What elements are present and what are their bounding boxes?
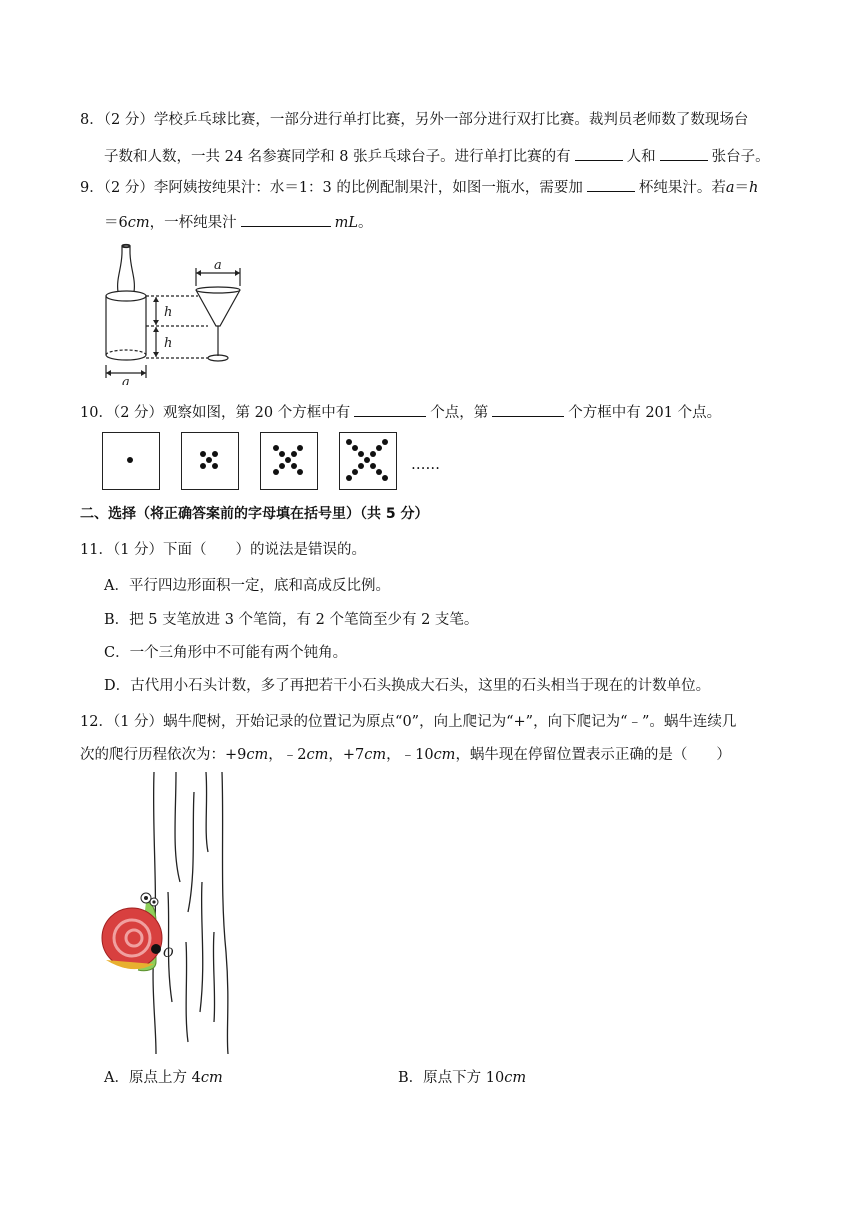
option-label: B． [398, 1070, 424, 1086]
q10-dot [358, 463, 364, 469]
q8-blank-people[interactable] [575, 146, 623, 161]
q10-dot [291, 463, 297, 469]
q12-unit: cm [246, 747, 269, 763]
q11-option-a[interactable] [104, 576, 390, 596]
q10-dot [212, 463, 218, 469]
q9-text-2b: ，一杯纯果汁 [149, 215, 237, 231]
q9-blank-ml[interactable] [241, 212, 331, 227]
q11-stem [80, 540, 366, 560]
q9-text-1a: 李阿姨按纯果汁：水＝1：3 的比例配制果汁，如图一瓶水，需要加 [153, 180, 583, 196]
origin-label: O [163, 946, 174, 961]
snail-icon [102, 893, 162, 971]
q9-var-h: h [749, 180, 759, 196]
q9-var-a: a [725, 180, 735, 196]
q8-text-2b: 人和 [626, 149, 656, 165]
q10-dot [200, 451, 206, 457]
q10-blank-box[interactable] [492, 402, 564, 417]
q9-bottle-glass-figure [98, 240, 248, 385]
q12-text-2d: ，﹣10 [386, 747, 434, 763]
q8-line-1 [80, 110, 748, 130]
q12-text-2c: ，+7 [328, 747, 365, 763]
option-label: C． [104, 645, 130, 661]
q8-text-2c: 张台子。 [711, 149, 770, 165]
q9-text-1b: 杯纯果汁。若 [638, 180, 726, 196]
origin-point [151, 944, 161, 954]
q10-blank-dots[interactable] [354, 402, 426, 417]
q10-dot [291, 451, 297, 457]
q10-box-2 [181, 432, 239, 490]
q9-label-h2: h [164, 336, 173, 351]
q9-text-2a: ＝6 [104, 215, 128, 231]
option-label: B． [104, 612, 130, 628]
q9-score: （2 分） [103, 180, 154, 196]
q9-eq: ＝ [734, 180, 750, 196]
q10-number: 10． [80, 405, 113, 421]
q10-box-4 [339, 432, 397, 490]
q9-unit-cm: cm [127, 215, 150, 231]
q10-dot [346, 475, 352, 481]
option-text: 平行四边形面积一定，底和高成反比例。 [128, 578, 390, 594]
q10-dot [273, 469, 279, 475]
q12-text-2b: ，﹣2 [268, 747, 307, 763]
q10-dot [376, 445, 382, 451]
q9-label-a-bottom: a [122, 375, 130, 385]
q9-line-1 [80, 177, 758, 198]
option-text: 一个三角形中不可能有两个钝角。 [129, 645, 348, 661]
q10-dot [206, 457, 212, 463]
q10-dot [346, 439, 352, 445]
q10-dot [212, 451, 218, 457]
q9-line-2 [104, 212, 373, 233]
q12-option-b[interactable] [398, 1068, 526, 1088]
q12-unit: cm [306, 747, 329, 763]
section-2-title: 二、选择（将正确答案前的字母填在括号里）（共 5 分） [80, 506, 429, 522]
q11-score: （1 分） [112, 542, 164, 558]
q10-dot [364, 457, 370, 463]
q10-score: （2 分） [112, 405, 164, 421]
q12-option-a[interactable] [104, 1068, 223, 1088]
q11-option-c[interactable] [104, 643, 347, 663]
q9-unit-ml: mL [334, 215, 358, 231]
q8-blank-tables[interactable] [660, 146, 708, 161]
q12-number: 12． [80, 714, 113, 730]
q8-score: （2 分） [103, 112, 154, 128]
q9-label-h1: h [164, 305, 173, 320]
q10-dot [352, 469, 358, 475]
q9-number: 9． [80, 180, 104, 196]
q11-stem-text: 下面（ ）的说法是错误的。 [163, 542, 367, 558]
q10-dot [376, 469, 382, 475]
q10-dot [200, 463, 206, 469]
q12-text-1: 蜗牛爬树，开始记录的位置记为原点“0”，向上爬记为“+”，向下爬记为“﹣”。蜗牛连续几 [163, 714, 737, 730]
q12-line-1 [80, 712, 736, 732]
option-label: D． [104, 678, 131, 694]
q9-label-a-top: a [214, 258, 222, 273]
q8-number: 8． [80, 112, 104, 128]
q10-text-a: 观察如图，第 20 个方框中有 [163, 405, 351, 421]
q10-dot [273, 445, 279, 451]
option-label: A． [104, 1070, 129, 1086]
q11-option-d[interactable] [104, 676, 710, 696]
q8-line-2 [104, 146, 770, 167]
q11-number: 11． [80, 542, 113, 558]
q10-ellipsis: …… [411, 457, 440, 473]
option-unit: cm [504, 1070, 527, 1086]
option-text: 原点上方 4 [128, 1070, 201, 1086]
option-text: 把 5 支笔放进 3 个笔筒，有 2 个笔筒至少有 2 支笔。 [129, 612, 479, 628]
q10-text-b: 个点，第 [430, 405, 489, 421]
q10-dot [279, 463, 285, 469]
option-text: 古代用小石头计数，多了再把若干小石头换成大石头，这里的石头相当于现在的计数单位。 [130, 678, 711, 694]
q12-unit: cm [364, 747, 387, 763]
option-unit: cm [200, 1070, 223, 1086]
q12-text-2a: 次的爬行历程依次为：+9 [80, 747, 247, 763]
q10-dot [382, 439, 388, 445]
q10-dot [370, 463, 376, 469]
q10-dot [285, 457, 291, 463]
q10-dot [370, 451, 376, 457]
q9-text-2c: 。 [358, 215, 373, 231]
option-text: 原点下方 10 [423, 1070, 505, 1086]
q10-dot [358, 451, 364, 457]
q10-box-1 [102, 432, 160, 490]
option-label: A． [104, 578, 129, 594]
q10-dot [297, 445, 303, 451]
q11-option-b[interactable] [104, 610, 478, 630]
q10-box-3 [260, 432, 318, 490]
q10-dot [127, 457, 133, 463]
q10-dot [352, 445, 358, 451]
q10-line-1 [80, 402, 721, 423]
q10-dot [297, 469, 303, 475]
q12-line-2 [80, 745, 731, 765]
q12-score: （1 分） [112, 714, 164, 730]
q10-text-c: 个方框中有 201 个点。 [568, 405, 722, 421]
q8-text-1: 学校乒乓球比赛，一部分进行单打比赛，另外一部分进行双打比赛。裁判员老师数了数现场台 [153, 112, 749, 128]
q10-dot [382, 475, 388, 481]
q12-text-2e: ，蜗牛现在停留位置表示正确的是（ ） [455, 747, 731, 763]
q9-blank-cups[interactable] [587, 177, 635, 192]
q8-text-2a: 子数和人数，一共 24 名参赛同学和 8 张乒乓球台子。进行单打比赛的有 [104, 149, 571, 165]
q12-unit: cm [433, 747, 456, 763]
q10-dot [279, 451, 285, 457]
q12-tree-snail-figure [96, 772, 246, 1054]
